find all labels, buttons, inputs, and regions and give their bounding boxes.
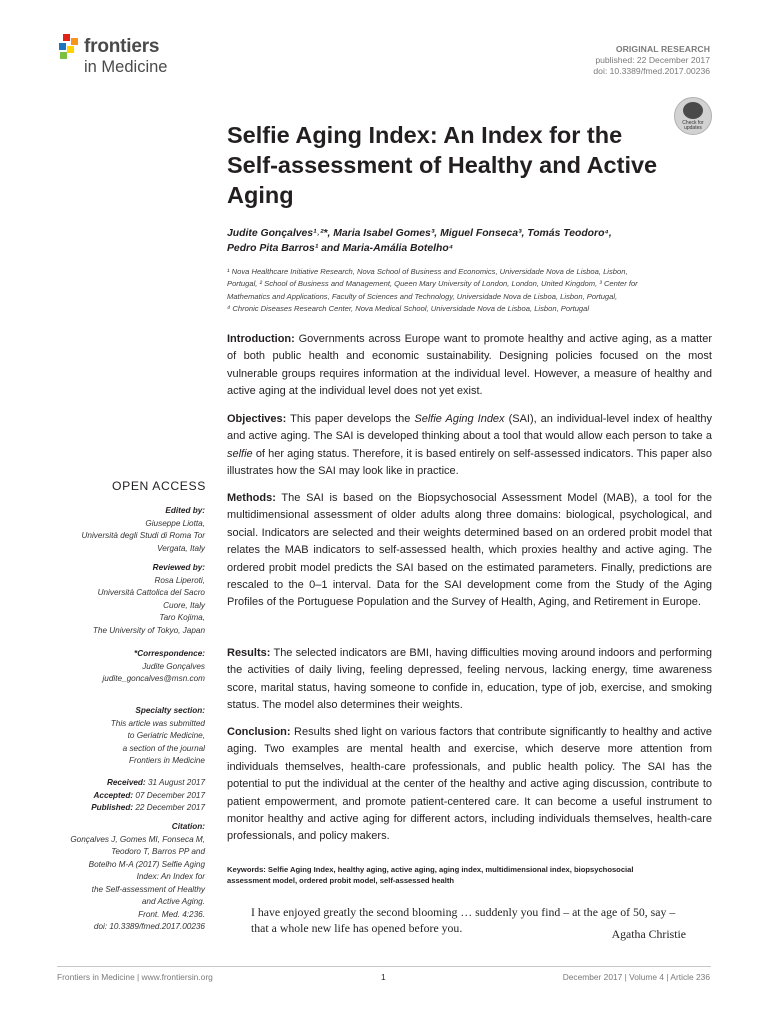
reviewer-line: Rosa Liperoti,	[154, 575, 205, 585]
citation-line: and Active Aging.	[141, 897, 205, 906]
journal-logo	[57, 34, 197, 78]
objectives-text-before: This paper develops the	[290, 413, 415, 425]
specialty-line: Frontiers in Medicine	[129, 756, 205, 765]
correspondence-label: *Correspondence:	[134, 649, 205, 658]
check-for-updates-badge[interactable]	[674, 97, 712, 135]
footer-journal: Frontiers in Medicine | www.frontiersin.org	[57, 972, 213, 982]
quote-author: Agatha Christie	[611, 927, 686, 941]
keywords-line-2: assessment model, ordered probit model, self-assessed health	[227, 876, 455, 885]
reviewer-line: Università Cattolica del Sacro	[97, 588, 205, 597]
correspondence-email[interactable]: judite_goncalves@msn.com	[102, 674, 205, 683]
reviewer-line: The University of Tokyo, Japan	[92, 625, 205, 635]
correspondence-name: Judite Gonçalves	[142, 661, 205, 671]
results-text: The selected indicators are BMI, having difficulties moving around indoors and performing the activities of daily living, feeling depressed, feeling nervous, lacking energy, time awareness score, marital status, having someone to confide in, education, type of job, exercise, and smoking status. The model also determines their weights.	[227, 647, 712, 712]
author-line-1: Judite Gonçalves¹˒²*, Maria Isabel Gomes³, Miguel Fonseca³, Tomás Teodoro⁴,	[227, 228, 612, 239]
objectives-italic-term: Selfie Aging Index	[414, 413, 505, 425]
footer-divider	[57, 966, 711, 967]
reviewer-line: Taro Kojima,	[159, 613, 205, 622]
article-type: ORIGINAL RESEARCH	[615, 44, 710, 54]
affiliation-line: Portugal, ² School of Business and Management, Queen Mary University of London, London, United Kingdom, ³ Center for	[227, 279, 638, 289]
objectives-text-middle: (SAI), an individual-level index of healthy and active aging. The SAI is developed thinking about a tool that would allow each person to take a	[227, 413, 713, 443]
citation-line: Index: An Index for	[136, 872, 205, 881]
specialty-line: a section of the journal	[122, 743, 205, 753]
citation-label: Citation:	[171, 822, 205, 831]
editor-line: Vergata, Italy	[157, 543, 205, 553]
objectives-label: Objectives:	[227, 413, 287, 425]
keywords	[227, 864, 712, 886]
edited-by-block	[40, 505, 205, 555]
editor-line: Giuseppe Liotta,	[145, 518, 205, 528]
objectives-text-after: of her aging status. Therefore, it is based entirely on self-assessed indicators. This paper also illustrates how the SAI may look like in practice.	[227, 447, 712, 478]
received-date: Received: 31 August 2017	[106, 778, 205, 787]
specialty-section-label: Specialty section:	[135, 706, 205, 715]
dates-block	[40, 777, 205, 815]
page-number: 1	[381, 972, 386, 982]
open-access-label: OPEN ACCESS	[112, 479, 206, 493]
methods-label: Methods:	[227, 492, 276, 504]
journal-subtitle: in Medicine	[84, 58, 168, 76]
article-header	[593, 44, 710, 77]
introduction-text: Governments across Europe want to promote healthy and active aging, as a matter of both public health and economic sustainability. Designing policies focused on the most vulnerable groups requires information at the individual level. However, a measure of healthy and active aging at the individual level does not yet exist.	[227, 333, 712, 398]
specialty-line: This article was submitted	[110, 718, 205, 728]
affiliations	[227, 266, 712, 316]
affiliation-line: ¹ Nova Healthcare Initiative Research, Nova School of Business and Economics, Universidade Nova de Lisboa, Lisbon,	[227, 267, 628, 276]
results-label: Results:	[227, 647, 271, 659]
badge-line-2: updates	[684, 125, 702, 131]
citation-line: Teodoro T, Barros PP and	[111, 847, 205, 856]
quote-line-1: I have enjoyed greatly the second blooming … suddenly you find – at the age of 50, say –	[251, 905, 676, 919]
reviewed-by-label: Reviewed by:	[152, 563, 205, 572]
bookmark-icon	[683, 102, 703, 119]
badge-line-1: Check for	[682, 120, 704, 126]
conclusion-label: Conclusion:	[227, 726, 291, 738]
reviewed-by-block	[40, 562, 205, 637]
citation-line: doi: 10.3389/fmed.2017.00236	[93, 922, 205, 931]
abstract-methods	[227, 490, 712, 612]
correspondence-block	[40, 648, 205, 686]
keywords-line-1: Keywords: Selfie Aging Index, healthy aging, active aging, aging index, multidimensional index, biopsychosocial	[227, 865, 634, 874]
edited-by-label: Edited by:	[165, 506, 205, 515]
citation-line: Front. Med. 4:236.	[138, 909, 205, 919]
author-line-2: Pedro Pita Barros¹ and Maria-Amália Botelho⁴	[227, 243, 454, 254]
conclusion-text: Results shed light on various factors that contribute significantly to healthy and active aging. Two examples are mental health and exercise, which deserve more attention from individuals themselves, health-care professionals, and public health policy. The SAI has the potential to put the individual at the center of the healthy and active aging discussion, contribute to patient empowerment, and promote patient-centered care. It can become a useful instrument to monitor healthy and active aging for different actors, including individuals themselves, health-care professionals, and policy makers.	[227, 726, 712, 843]
frontiers-logo-icon	[57, 34, 81, 60]
affiliation-line: ⁴ Chronic Diseases Research Center, Nova Medical School, Universidade Nova de Lisboa, Lisbon, Portugal	[227, 304, 590, 314]
citation-block	[40, 821, 205, 934]
specialty-section-block	[40, 705, 205, 768]
author-list	[227, 226, 697, 256]
citation-line: Botelho M-A (2017) Selfie Aging	[88, 859, 205, 869]
published-date-sidebar: Published: 22 December 2017	[91, 803, 205, 812]
objectives-italic-term-2: selfie	[227, 447, 253, 460]
journal-brand: frontiers	[84, 36, 160, 57]
accepted-date: Accepted: 07 December 2017	[93, 790, 205, 800]
citation-line: Gonçalves J, Gomes MI, Fonseca M,	[70, 834, 205, 844]
editor-line: Università degli Studi di Roma Tor	[81, 531, 205, 540]
article-doi: doi: 10.3389/fmed.2017.00236	[593, 66, 710, 76]
methods-text: The SAI is based on the Biopsychosocial Assessment Model (MAB), a tool for the multidimensional assessment of older adults along three domains: biological, psychological, and social. Indicators are selected and their weights determined based on an ordered probit model that relates the MAB indicators to self-assessed health, which proxies healthy and active aging. The ordered probit model predicts the SAI based on the estimated parameters. Finally, predictions are rescaled to the 0–1 interval. Data for the SAI development come from the Study of the Aging Profiles of the Portuguese Population and the Survey of Health, Aging, and Retirement in Europe.	[227, 492, 713, 609]
quote-line-2: that a whole new life has opened before you.	[251, 921, 463, 935]
abstract-results	[227, 645, 712, 715]
introduction-label: Introduction:	[227, 333, 295, 345]
article-title: Selfie Aging Index: An Index for the Self-assessment of Healthy and Active Aging	[227, 122, 658, 208]
abstract-introduction	[227, 331, 712, 401]
citation-line: the Self-assessment of Healthy	[91, 884, 205, 894]
abstract-conclusion	[227, 724, 712, 846]
abstract-objectives	[227, 411, 712, 481]
affiliation-line: Mathematics and Applications, Faculty of Sciences and Technology, Universidade Nova de Lisboa, Lisbon, Portugal,	[227, 291, 618, 301]
specialty-line: to Geriatric Medicine,	[127, 731, 205, 740]
reviewer-line: Cuore, Italy	[163, 600, 205, 610]
published-date: published: 22 December 2017	[595, 55, 710, 65]
footer-issue: December 2017 | Volume 4 | Article 236	[562, 972, 710, 982]
